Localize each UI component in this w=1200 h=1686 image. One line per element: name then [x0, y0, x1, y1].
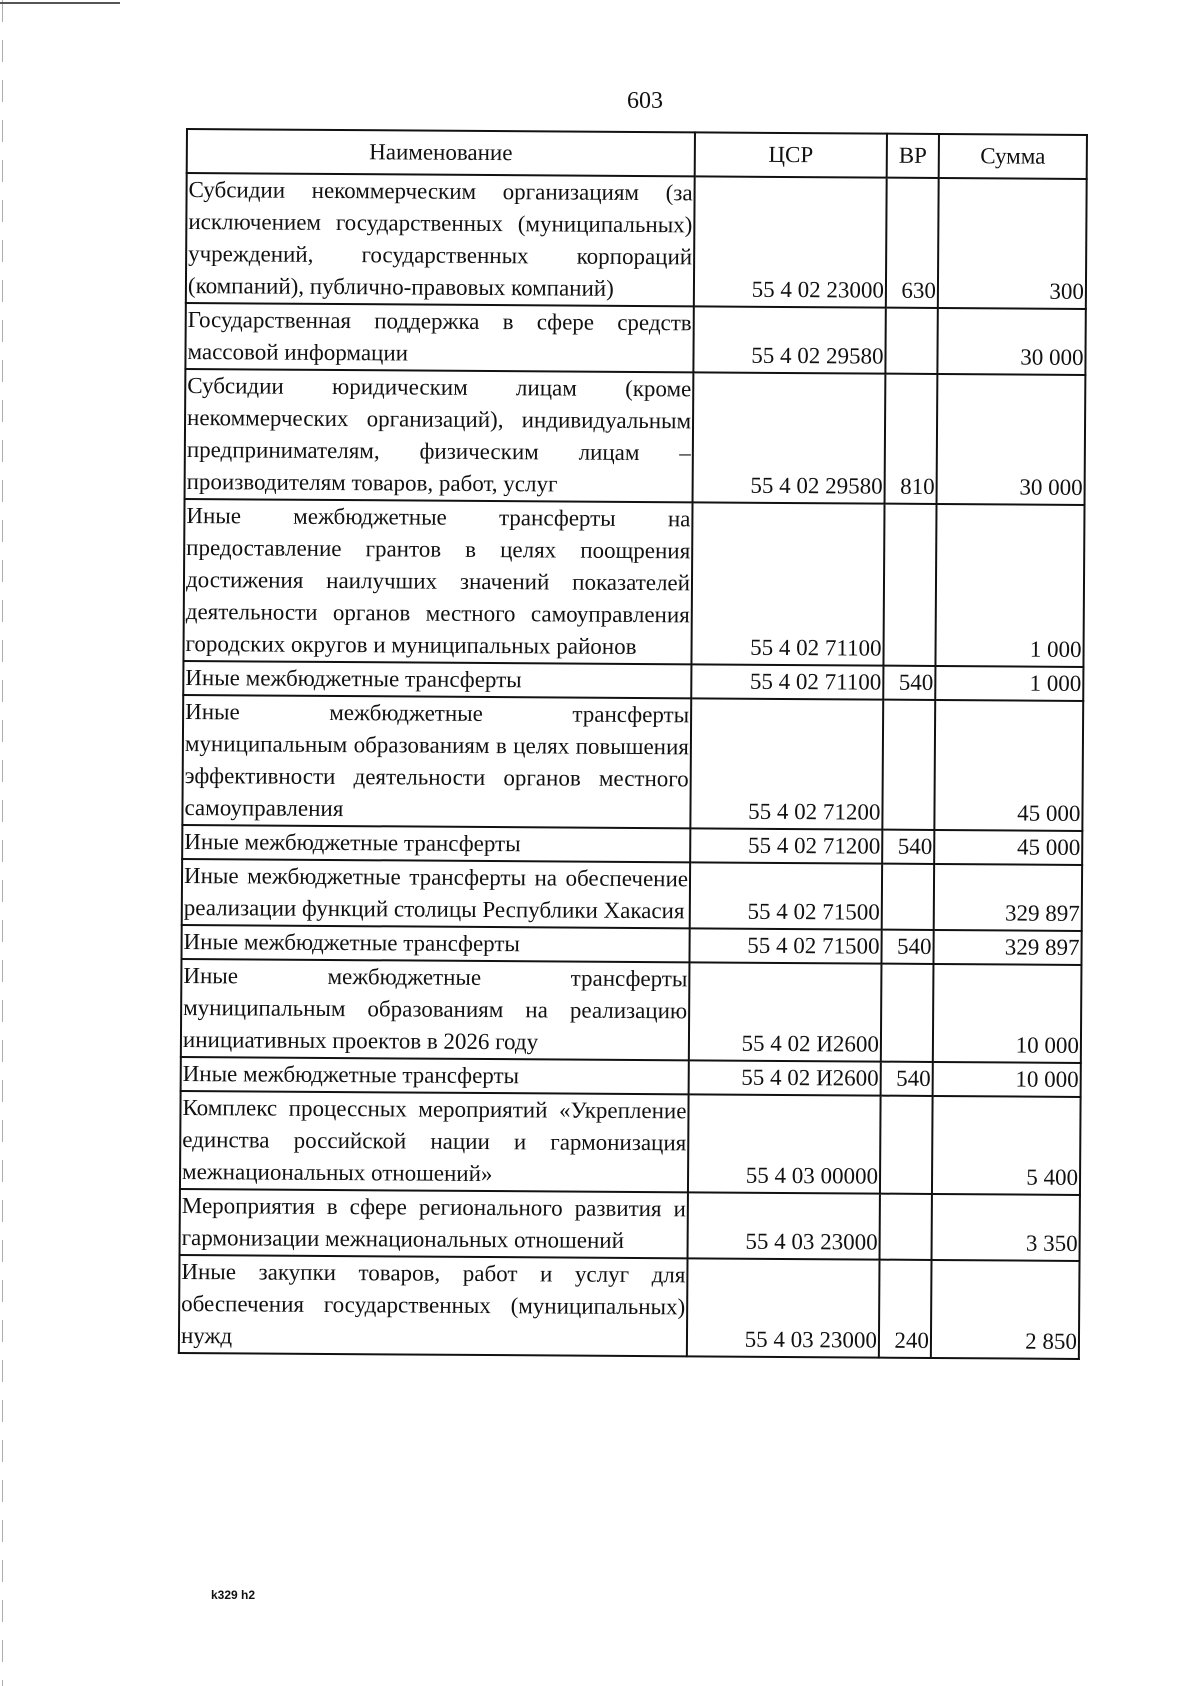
row-sum: 30 000 — [937, 308, 1085, 375]
row-sum: 10 000 — [933, 964, 1082, 1063]
header-vr: ВР — [887, 134, 939, 178]
row-name: Государственная поддержка в сфере средств массовой информации — [185, 303, 693, 372]
row-sum: 45 000 — [934, 700, 1083, 831]
row-csr: 55 4 02 И2600 — [689, 962, 882, 1061]
row-name: Иные межбюджетные трансферты — [182, 825, 690, 862]
row-vr: 540 — [881, 1062, 933, 1096]
table-row — [185, 369, 1086, 505]
row-csr: 55 4 02 71500 — [690, 862, 882, 929]
row-sum: 5 400 — [932, 1096, 1081, 1195]
row-vr — [882, 864, 934, 930]
row-csr: 55 4 02 29580 — [693, 372, 886, 503]
row-sum: 300 — [938, 178, 1087, 309]
row-name: Субсидии юридическим лицам (кроме некоммерческих организаций), индивидуальным предпринимателям, физическим лицам – производителям товаров, работ, услуг — [185, 369, 694, 502]
row-vr — [882, 700, 935, 830]
row-csr: 55 4 03 23000 — [688, 1192, 880, 1259]
header-sum: Сумма — [939, 134, 1087, 179]
row-vr — [880, 1096, 933, 1194]
row-name: Иные межбюджетные трансферты на обеспечение реализации функций столицы Республики Хакасия — [182, 859, 690, 928]
row-vr: 540 — [882, 830, 934, 864]
budget-table — [178, 128, 1088, 1360]
row-vr: 810 — [885, 374, 938, 504]
row-name: Комплекс процессных мероприятий «Укрепление единства российской нации и гармонизация межнациональных отношений» — [180, 1091, 689, 1192]
row-csr: 55 4 02 23000 — [694, 176, 887, 307]
table-row — [179, 1255, 1080, 1359]
row-vr: 240 — [879, 1260, 932, 1358]
page-number: 603 — [627, 88, 663, 114]
row-name: Иные межбюджетные трансферты муниципальным образованиям на реализацию инициативных проектов в 2026 году — [181, 959, 690, 1060]
row-sum: 329 897 — [933, 930, 1081, 965]
table-row — [186, 173, 1087, 309]
row-vr — [881, 964, 934, 1062]
row-vr — [883, 504, 936, 666]
table-row — [183, 499, 1084, 667]
row-csr: 55 4 02 71100 — [691, 664, 883, 699]
row-name: Мероприятия в сфере регионального развития и гармонизации межнациональных отношений — [180, 1189, 688, 1258]
header-name: Наименование — [187, 129, 695, 176]
row-vr — [880, 1194, 932, 1260]
row-sum: 2 850 — [931, 1260, 1080, 1359]
table-row — [181, 959, 1082, 1063]
row-csr: 55 4 02 71100 — [691, 502, 884, 665]
row-vr: 540 — [881, 930, 933, 964]
table-row — [180, 1091, 1081, 1195]
row-name: Иные межбюджетные трансферты на предоставление грантов в целях поощрения достижения наилучших значений показателей деятельности органов местного самоуправления городских округов и муниципальных районов — [183, 499, 692, 664]
row-sum: 1 000 — [935, 504, 1084, 667]
row-sum: 45 000 — [934, 830, 1082, 865]
row-csr: 55 4 02 29580 — [693, 306, 885, 373]
row-name: Иные межбюджетные трансферты муниципальным образованиям в целях повышения эффективности деятельности органов местного самоуправления — [182, 695, 691, 828]
row-sum: 10 000 — [933, 1062, 1081, 1097]
row-sum: 329 897 — [934, 864, 1082, 931]
row-vr — [885, 308, 937, 374]
row-name: Иные закупки товаров, работ и услуг для обеспечения государственных (муниципальных) нужд — [179, 1255, 688, 1356]
table-row — [185, 303, 1085, 375]
row-csr: 55 4 03 00000 — [688, 1094, 881, 1193]
footer-code: k329 h2 — [211, 1588, 256, 1602]
row-sum: 1 000 — [935, 666, 1083, 701]
row-vr: 540 — [883, 666, 935, 700]
row-csr: 55 4 03 23000 — [687, 1258, 880, 1357]
scan-edge-left — [2, 0, 3, 1686]
scan-edge-top — [0, 2, 120, 4]
table-header-row — [187, 129, 1087, 179]
table-row — [182, 695, 1083, 831]
row-csr: 55 4 02 71200 — [690, 698, 883, 829]
row-csr: 55 4 02 71500 — [689, 928, 881, 963]
row-name: Иные межбюджетные трансферты — [181, 925, 689, 962]
header-csr: ЦСР — [695, 132, 887, 177]
table-row — [182, 859, 1082, 931]
row-vr: 630 — [886, 178, 939, 308]
row-csr: 55 4 02 И2600 — [689, 1060, 881, 1095]
row-name: Иные межбюджетные трансферты — [181, 1057, 689, 1094]
table-row — [180, 1189, 1080, 1261]
row-sum: 3 350 — [932, 1194, 1080, 1261]
row-name: Субсидии некоммерческим организациям (за исключением государственных (муниципальных) учреждений, государственных корпораций (компаний), публично-правовых компаний) — [186, 173, 695, 306]
row-csr: 55 4 02 71200 — [690, 828, 882, 863]
row-sum: 30 000 — [937, 374, 1086, 505]
row-name: Иные межбюджетные трансферты — [183, 661, 691, 698]
